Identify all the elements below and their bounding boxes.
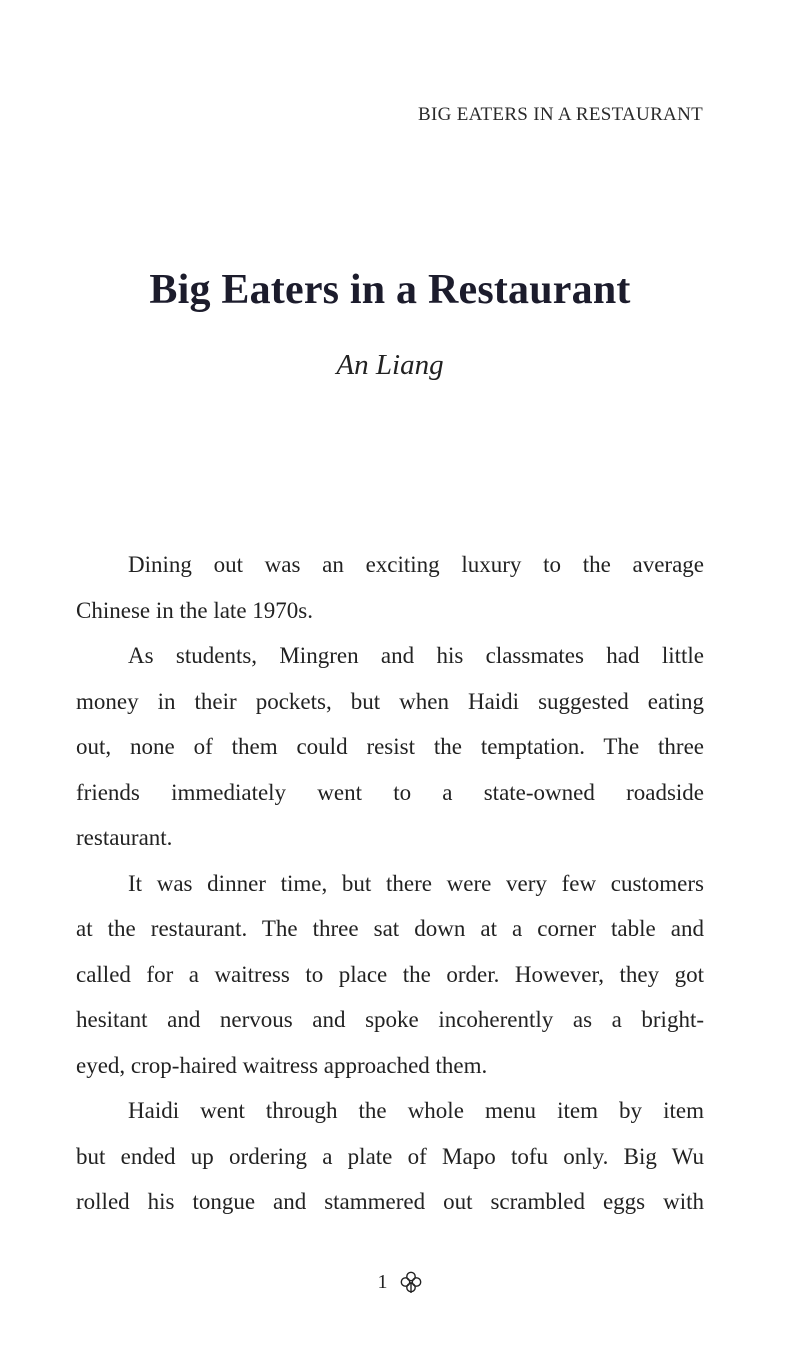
text-line: out, none of them could resist the temptation. The three	[76, 734, 704, 759]
text-line: money in their pockets, but when Haidi suggested eating	[76, 688, 704, 714]
text-line: It was dinner time, but there were very few customers	[128, 870, 704, 896]
text-line: called for a waitress to place the order. However, they got	[76, 961, 704, 987]
text-line: Haidi went through the whole menu item by item	[128, 1098, 704, 1123]
paragraph	[76, 542, 704, 633]
body-text	[76, 542, 704, 1225]
chapter-title: Big Eaters in a Restaurant	[149, 267, 631, 313]
page-footer	[0, 1270, 800, 1294]
text-line: but ended up ordering a plate of Mapo tofu only. Big Wu	[76, 1143, 704, 1169]
text-line: Chinese in the late 1970s.	[76, 597, 313, 623]
text-line: rolled his tongue and stammered out scrambled eggs with	[76, 1189, 704, 1214]
paragraph	[76, 861, 704, 1089]
text-line: restaurant.	[76, 825, 173, 850]
page-number: 1	[377, 1270, 388, 1293]
text-line: As students, Mingren and his classmates had little	[128, 643, 704, 668]
paragraph	[76, 1088, 704, 1225]
running-head: BIG EATERS IN A RESTAURANT	[418, 104, 703, 125]
author-name: An Liang	[336, 349, 444, 381]
clover-ornament-icon	[399, 1270, 423, 1294]
text-line: hesitant and nervous and spoke incoherently as a bright-	[76, 1007, 704, 1032]
text-line: Dining out was an exciting luxury to the average	[128, 552, 704, 577]
paragraph	[76, 633, 704, 861]
text-line: eyed, crop-haired waitress approached them.	[76, 1052, 488, 1078]
text-line: at the restaurant. The three sat down at a corner table and	[76, 916, 704, 941]
text-line: friends immediately went to a state-owned roadside	[76, 779, 704, 805]
